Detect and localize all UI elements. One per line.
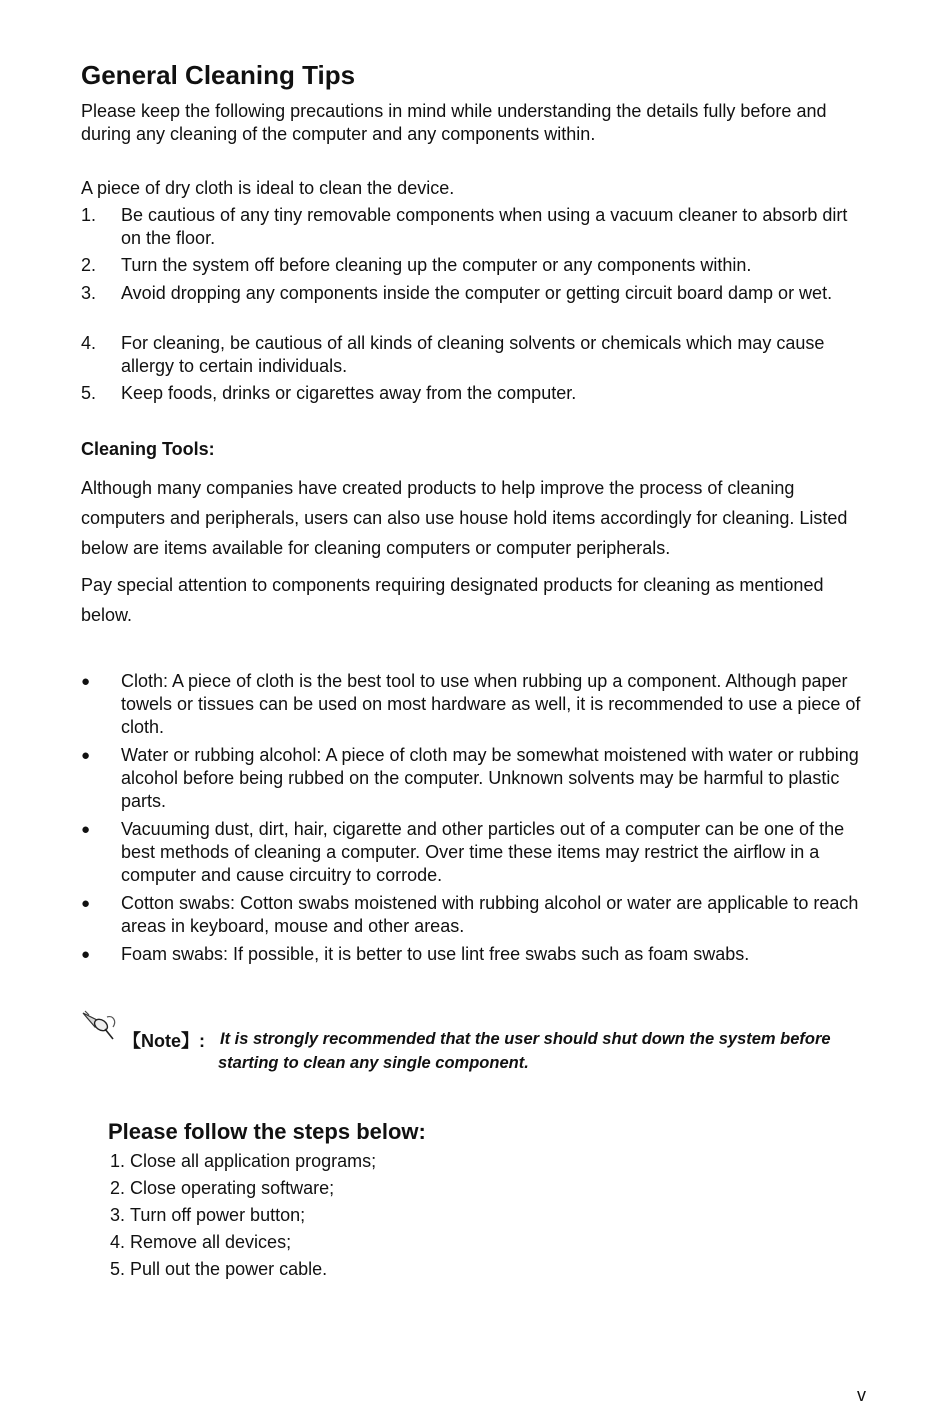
list-number: 4. bbox=[110, 1232, 126, 1252]
list-text: Be cautious of any tiny removable components when using a vacuum cleaner to absorb dirt on the floor. bbox=[121, 205, 848, 248]
list-number: 5. bbox=[110, 1259, 126, 1279]
list-number: 4. bbox=[81, 333, 97, 353]
cleaning-tools-heading: Cleaning Tools: bbox=[81, 439, 215, 459]
list-text: Remove all devices; bbox=[130, 1232, 292, 1252]
list-number: 3. bbox=[81, 283, 97, 303]
list-text: Turn off power button; bbox=[130, 1205, 306, 1225]
list-number: 3. bbox=[110, 1205, 126, 1225]
list-text: Turn the system off before cleaning up the computer or any components within. bbox=[121, 255, 752, 275]
list-text: Water or rubbing alcohol: A piece of cloth may be somewhat moistened with water or rubbing alcohol before being rubbed on the computer. Unknown solvents may be harmful to plastic parts. bbox=[121, 745, 859, 811]
intro-paragraph: Please keep the following precautions in mind while understanding the details fully before and during any cleaning of the computer and any components within. bbox=[81, 101, 827, 144]
bullet-icon: ● bbox=[81, 895, 91, 912]
bullet-icon: ● bbox=[81, 821, 91, 838]
note-label: 【Note】: bbox=[123, 1031, 205, 1051]
list-text: Cotton swabs: Cotton swabs moistened with rubbing alcohol or water are applicable to reach areas in keyboard, mouse and other areas. bbox=[121, 893, 859, 936]
list-number: 2. bbox=[81, 255, 97, 275]
dry-cloth-text: A piece of dry cloth is ideal to clean the device. bbox=[81, 178, 455, 198]
tools-attention-paragraph: Pay special attention to components requiring designated products for cleaning as mentioned below. bbox=[81, 575, 824, 625]
list-text: Vacuuming dust, dirt, hair, cigarette and other particles out of a computer can be one of the best methods of cleaning a computer. Over time these items may restrict the airflow in a computer and cause circuitry to corrode. bbox=[121, 819, 845, 885]
steps-heading: Please follow the steps below: bbox=[108, 1119, 426, 1144]
list-text: Avoid dropping any components inside the computer or getting circuit board damp or wet. bbox=[121, 283, 833, 303]
note-text: It is strongly recommended that the user should shut down the system before starting to clean any single component. bbox=[218, 1030, 831, 1072]
list-text: Close operating software; bbox=[130, 1178, 335, 1198]
list-text: Cloth: A piece of cloth is the best tool to use when rubbing up a component. Although paper towels or tissues can be used on most hardware as well, it is recommended to use a piece of cloth. bbox=[121, 671, 861, 737]
list-text: For cleaning, be cautious of all kinds of cleaning solvents or chemicals which may cause allergy to certain individuals. bbox=[121, 333, 825, 376]
list-text: Close all application programs; bbox=[130, 1151, 377, 1171]
bullet-icon: ● bbox=[81, 673, 91, 690]
tools-paragraph: Although many companies have created products to help improve the process of cleaning computers and peripherals, users can also use house hold items accordingly for cleaning. Listed below are items available for cleaning computers or computer peripherals. bbox=[81, 478, 848, 558]
bullet-icon: ● bbox=[81, 747, 91, 764]
list-text: Keep foods, drinks or cigarettes away from the computer. bbox=[121, 383, 577, 403]
list-number: 5. bbox=[81, 383, 97, 403]
list-number: 1. bbox=[81, 205, 97, 225]
list-number: 2. bbox=[110, 1178, 126, 1198]
page-title: General Cleaning Tips bbox=[81, 60, 356, 90]
page-number: v bbox=[857, 1385, 866, 1405]
note-pushpin-icon bbox=[79, 1007, 119, 1043]
bullet-icon: ● bbox=[81, 946, 91, 963]
list-text: Foam swabs: If possible, it is better to use lint free swabs such as foam swabs. bbox=[121, 944, 750, 964]
list-number: 1. bbox=[110, 1151, 126, 1171]
list-text: Pull out the power cable. bbox=[130, 1259, 328, 1279]
